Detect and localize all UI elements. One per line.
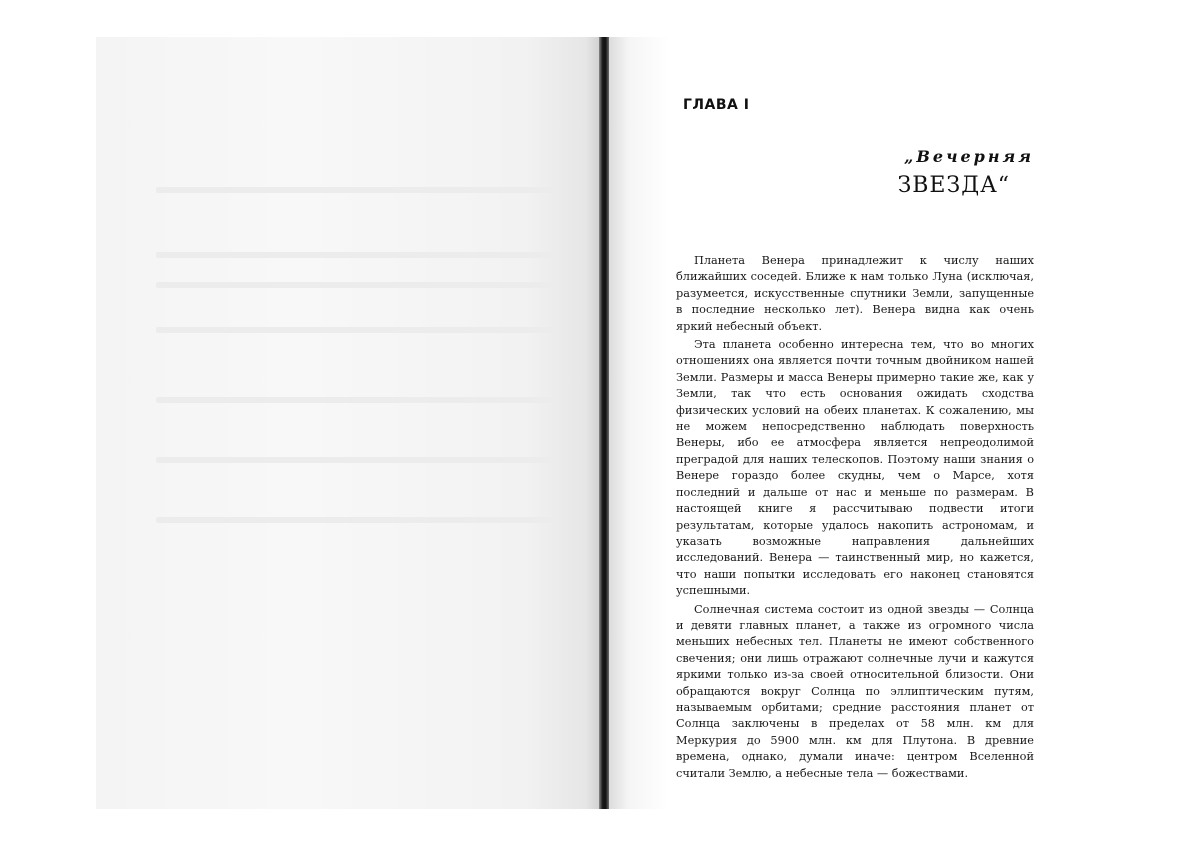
chapter-body-text bbox=[676, 253, 1034, 784]
paragraph: Планета Венера принадлежит к числу наших ближайших соседей. Ближе к нам только Луна (исключая, разумеется, искусственные спутники Земли, запущенные в последние несколько лет). Венера видна как очень яркий небесный объект. bbox=[676, 254, 1034, 333]
show-through-line bbox=[156, 187, 556, 193]
book-spine-gutter bbox=[599, 37, 609, 809]
show-through-line bbox=[156, 252, 556, 258]
chapter-title-line-1: „Вечерняя bbox=[904, 147, 1034, 166]
show-through-line bbox=[156, 457, 556, 463]
show-through-line bbox=[156, 282, 556, 288]
show-through-line bbox=[156, 517, 556, 523]
left-page-blank bbox=[96, 37, 601, 809]
right-page bbox=[609, 37, 1104, 809]
chapter-label: ГЛАВА I bbox=[683, 97, 750, 113]
paragraph: Эта планета особенно интересна тем, что во многих отношениях она является почти точным двойником нашей Земли. Размеры и масса Венеры примерно такие же, как у Земли, так что есть основания ожидать сходства физических условий на обеих планетах. К сожалению, мы не можем непосредственно наблюдать поверхность Венеры, ибо ее атмосфера является непреодолимой преградой для наших телескопов. Поэтому наши знания о Венере гораздо более скудны, чем о Марсе, хотя последний и дальше от нас и меньше по размерам. В настоящей книге я рассчитываю подвести итоги результатам, которые удалось накопить астрономам, и указать возможные направления дальнейших исследований. Венера — таинственный мир, но кажется, что наши попытки исследовать его наконец становятся успешными. bbox=[676, 338, 1034, 598]
chapter-title-line-2: ЗВЕЗДА“ bbox=[897, 173, 1010, 198]
paragraph: Солнечная система состоит из одной звезды — Солнца и девяти главных планет, а также из огромного числа меньших небесных тел. Планеты не имеют собственного свечения; они лишь отражают солнечные лучи и кажутся яркими только из-за своей относительной близости. Они обращаются вокруг Солнца по эллиптическим путям, называемым орбитами; средние расстояния планет от Солнца заключены в пределах от 58 млн. км для Меркурия до 5900 млн. км для Плутона. В древние времена, однако, думали иначе: центром Вселенной считали Землю, а небесные тела — божествами. bbox=[676, 602, 1034, 780]
show-through-line bbox=[156, 327, 556, 333]
show-through-line bbox=[156, 397, 556, 403]
book-spread-scan bbox=[96, 37, 1104, 809]
